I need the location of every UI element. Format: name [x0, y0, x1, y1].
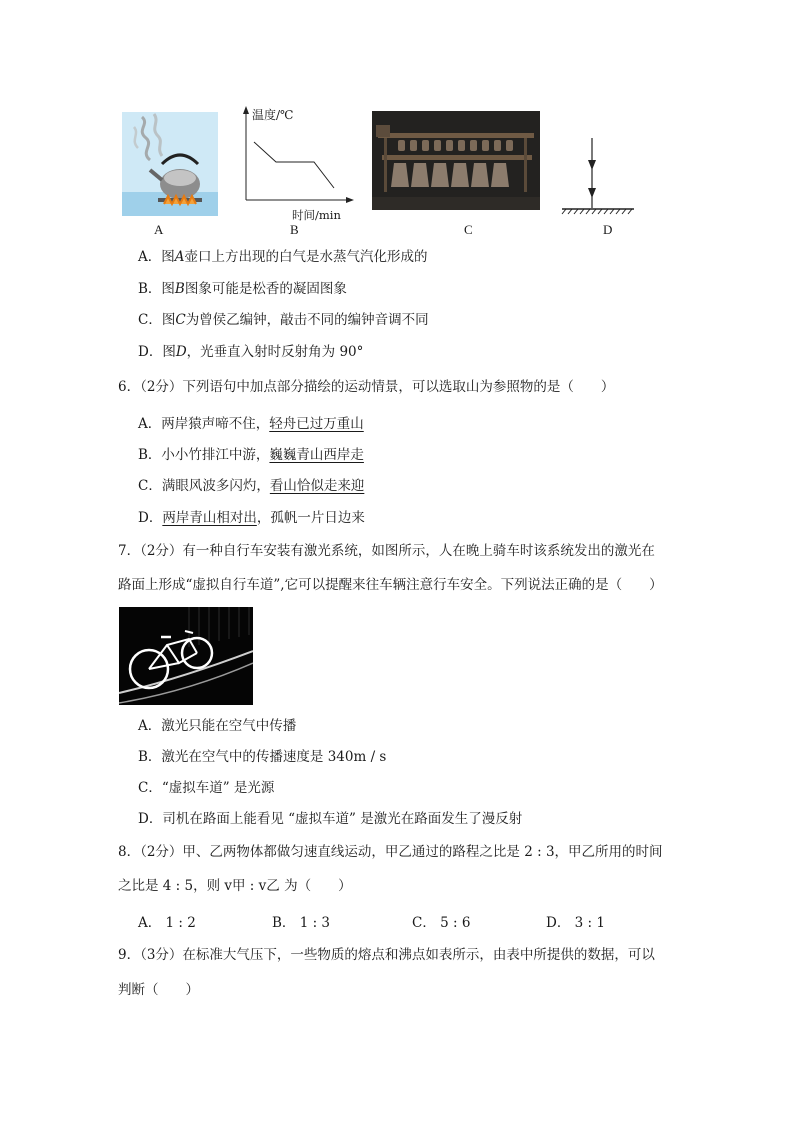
q6-option-c: C．满眼风波多闪灼，看山恰似走来迎	[138, 478, 365, 494]
q6-stem: 6．（2分）下列语句中加点部分描绘的运动情景，可以选取山为参照物的是（ ）	[118, 379, 615, 395]
figure-c-bells	[372, 111, 540, 210]
kettle-illustration	[122, 112, 218, 216]
figure-c-label: C	[464, 222, 473, 237]
q9-stem-line2: 判断（ ）	[118, 982, 199, 998]
q9-stem-line1: 9．（3分）在标准大气压下，一些物质的熔点和沸点如表所示，由表中所提供的数据，可以	[118, 947, 655, 963]
figure-b-label: B	[290, 222, 299, 237]
q5-option-d: D．图D，光垂直入射时反射角为 90°	[138, 344, 364, 360]
q8-option-a: A． 1 : 2	[138, 915, 196, 931]
q8-option-c: C． 5 : 6	[412, 915, 471, 931]
graph-x-axis-label: 时间/min	[292, 208, 341, 222]
q8-option-b: B． 1 : 3	[272, 915, 331, 931]
q7-stem-line2: 路面上形成“虚拟自行车道”,它可以提醒来往车辆注意行车安全。下列说法正确的是（ ）	[118, 577, 663, 593]
q6-option-a: A．两岸猿声啼不住，轻舟已过万重山	[138, 416, 364, 432]
q6-option-b-marked: 巍巍青山西岸走	[269, 447, 364, 463]
q5-option-b: B．图B图象可能是松香的凝固图象	[138, 281, 347, 297]
q7-option-d: D．司机在路面上能看见 “虚拟车道” 是激光在路面发生了漫反射	[138, 811, 523, 827]
q7-option-a: A．激光只能在空气中传播	[138, 718, 297, 734]
q5-option-a: A．图A壶口上方出现的白气是水蒸气汽化形成的	[138, 249, 428, 265]
figure-a-label: A	[154, 222, 164, 237]
perpendicular-ray-diagram	[558, 134, 638, 218]
graph-y-axis-label: 温度/℃	[252, 108, 294, 122]
q6-option-b: B．小小竹排江中游，巍巍青山西岸走	[138, 447, 364, 463]
q8-stem-line1: 8．（2分）甲、乙两物体都做匀速直线运动，甲乙通过的路程之比是 2 : 3，甲乙所用的时间	[118, 844, 663, 860]
figure-d-label: D	[603, 222, 613, 237]
figure-a-kettle	[122, 112, 218, 216]
bicycle-laser-photo	[119, 607, 253, 705]
q8-stem-line2: 之比是 4 : 5，则 v甲 : v乙 为（ ）	[118, 878, 352, 894]
q7-option-b: B．激光在空气中的传播速度是 340m / s	[138, 749, 387, 765]
q5-option-c: C．图C为曾侯乙编钟，敲击不同的编钟音调不同	[138, 312, 429, 328]
figure-d-ray	[558, 134, 638, 218]
q7-stem-line1: 7．（2分）有一种自行车安装有激光系统，如图所示，人在晚上骑车时该系统发出的激光在	[118, 543, 655, 559]
q6-option-d: D．两岸青山相对出，孤帆一片日边来	[138, 510, 365, 526]
q6-option-c-marked: 看山恰似走来迎	[269, 478, 365, 494]
figure-bicycle-laser	[119, 607, 253, 705]
chime-bells-photo	[372, 111, 540, 210]
q7-option-c: C．“虚拟车道” 是光源	[138, 780, 275, 796]
q6-option-a-marked: 轻舟已过万重山	[269, 416, 364, 432]
q8-option-d: D． 3 : 1	[546, 915, 605, 931]
q6-option-d-marked: 两岸青山相对出	[162, 510, 257, 526]
